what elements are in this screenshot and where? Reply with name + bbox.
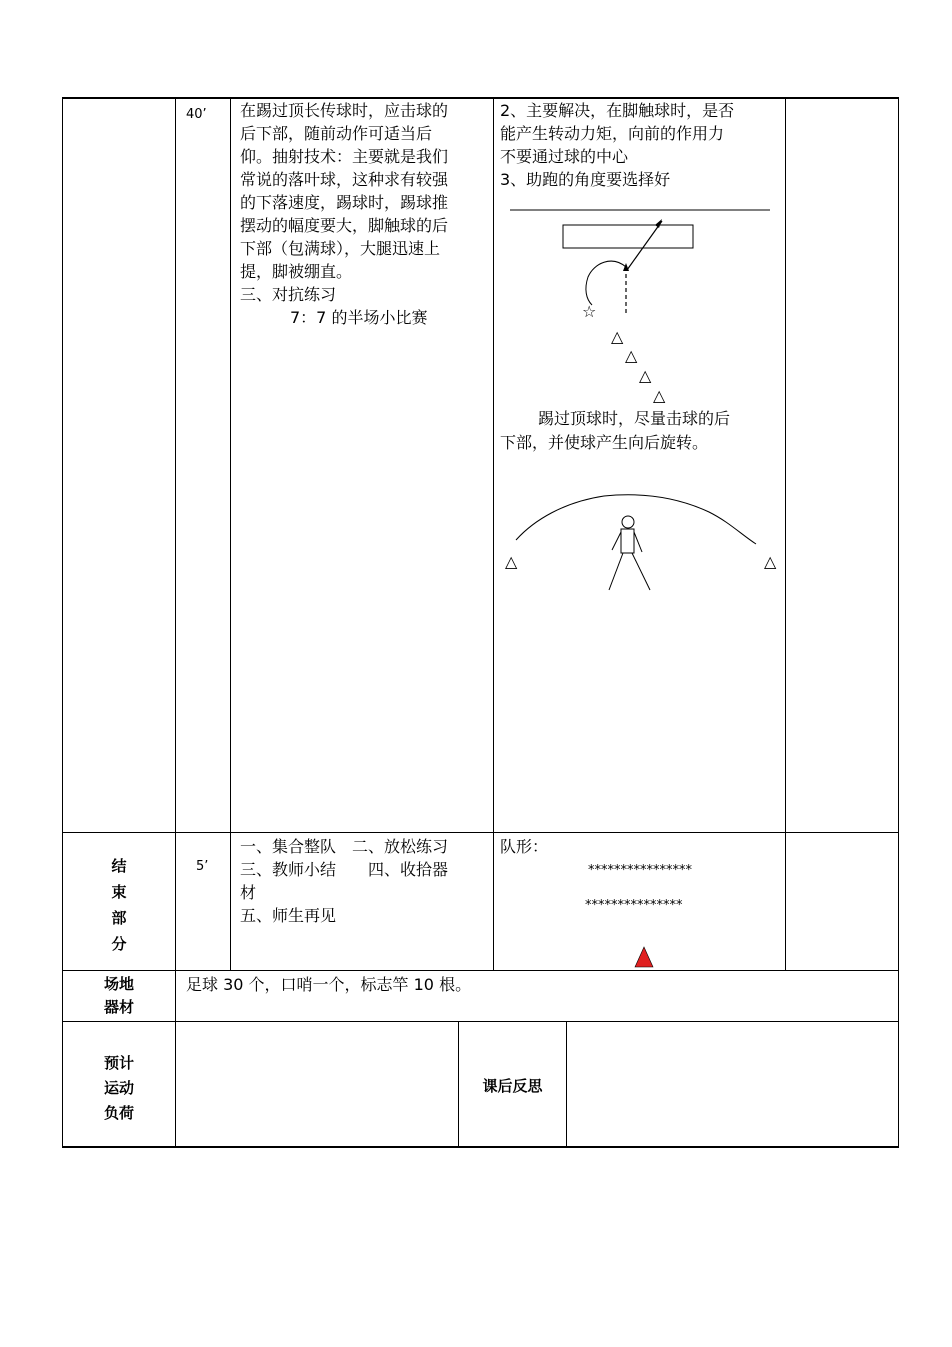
main-content-line: 常说的落叶球，这种求有较强 (240, 170, 449, 189)
kick-path (627, 221, 662, 270)
cone-icon: △ (639, 366, 652, 385)
caption-line: 下部，并使球产生向后旋转。 (500, 433, 709, 452)
end-content-line: 材 (240, 883, 257, 902)
main-content-line: 摆动的幅度要大，脚触球的后 (240, 216, 449, 235)
method-line: 不要通过球的中心 (500, 147, 629, 166)
player-figure (609, 516, 650, 590)
curve-path (586, 261, 626, 305)
teacher-marker-icon (632, 945, 656, 969)
kick-diagram (494, 195, 784, 410)
main-content-line: 下部（包满球），大腿迅速上 (240, 239, 441, 258)
main-content-line: 7：7 的半场小比赛 (290, 308, 428, 327)
goal-box (563, 225, 693, 248)
label-line: 运动 (103, 1079, 134, 1097)
venue-content: 足球 30 个，口哨一个，标志竿 10 根。 (186, 975, 472, 994)
main-content-line: 在踢过顶长传球时，应击球的 (240, 101, 449, 120)
cone-icon: △ (505, 552, 518, 571)
cone-icon: △ (764, 552, 777, 571)
end-content-line: 三、教师小结 四、收拾器 (240, 860, 449, 879)
label-char: 结 (111, 857, 127, 875)
method-line: 能产生转动力矩，向前的作用力 (500, 124, 725, 143)
cone-icon: △ (653, 386, 666, 405)
main-content-line: 后下部，随前动作可适当后 (240, 124, 433, 143)
formation-row: *************** (585, 898, 683, 913)
label-char: 束 (111, 883, 127, 901)
main-content-line: 仰。抽射技术：主要就是我们 (240, 147, 449, 166)
label-line: 场地 (103, 975, 134, 993)
player-star-icon: ☆ (582, 302, 597, 321)
reflection-label: 课后反思 (482, 1077, 543, 1095)
main-time: 40’ (186, 107, 207, 122)
lob-diagram (494, 480, 784, 600)
end-time: 5’ (196, 859, 209, 874)
cone-icon: △ (611, 327, 624, 346)
method-line: 3、助跑的角度要选择好 (500, 170, 671, 189)
end-content-line: 一、集合整队 二、放松练习 (240, 837, 449, 856)
formation-row: **************** (588, 863, 692, 878)
formation-label: 队形： (500, 837, 549, 856)
main-content-line: 三、对抗练习 (240, 285, 337, 304)
end-content-line: 五、师生再见 (240, 906, 337, 925)
label-line: 负荷 (103, 1104, 134, 1122)
label-line: 器材 (103, 998, 134, 1016)
label-char: 部 (111, 909, 127, 927)
caption-line: 踢过顶球时，尽量击球的后 (538, 409, 731, 428)
main-content-line: 的下落速度，踢球时，踢球推 (240, 193, 449, 212)
method-line: 2、主要解决，在脚触球时，是否 (500, 101, 735, 120)
main-content-line: 提，脚被绷直。 (240, 262, 353, 281)
cone-icon: △ (625, 346, 638, 365)
label-char: 分 (111, 935, 127, 953)
label-line: 预计 (103, 1054, 134, 1072)
